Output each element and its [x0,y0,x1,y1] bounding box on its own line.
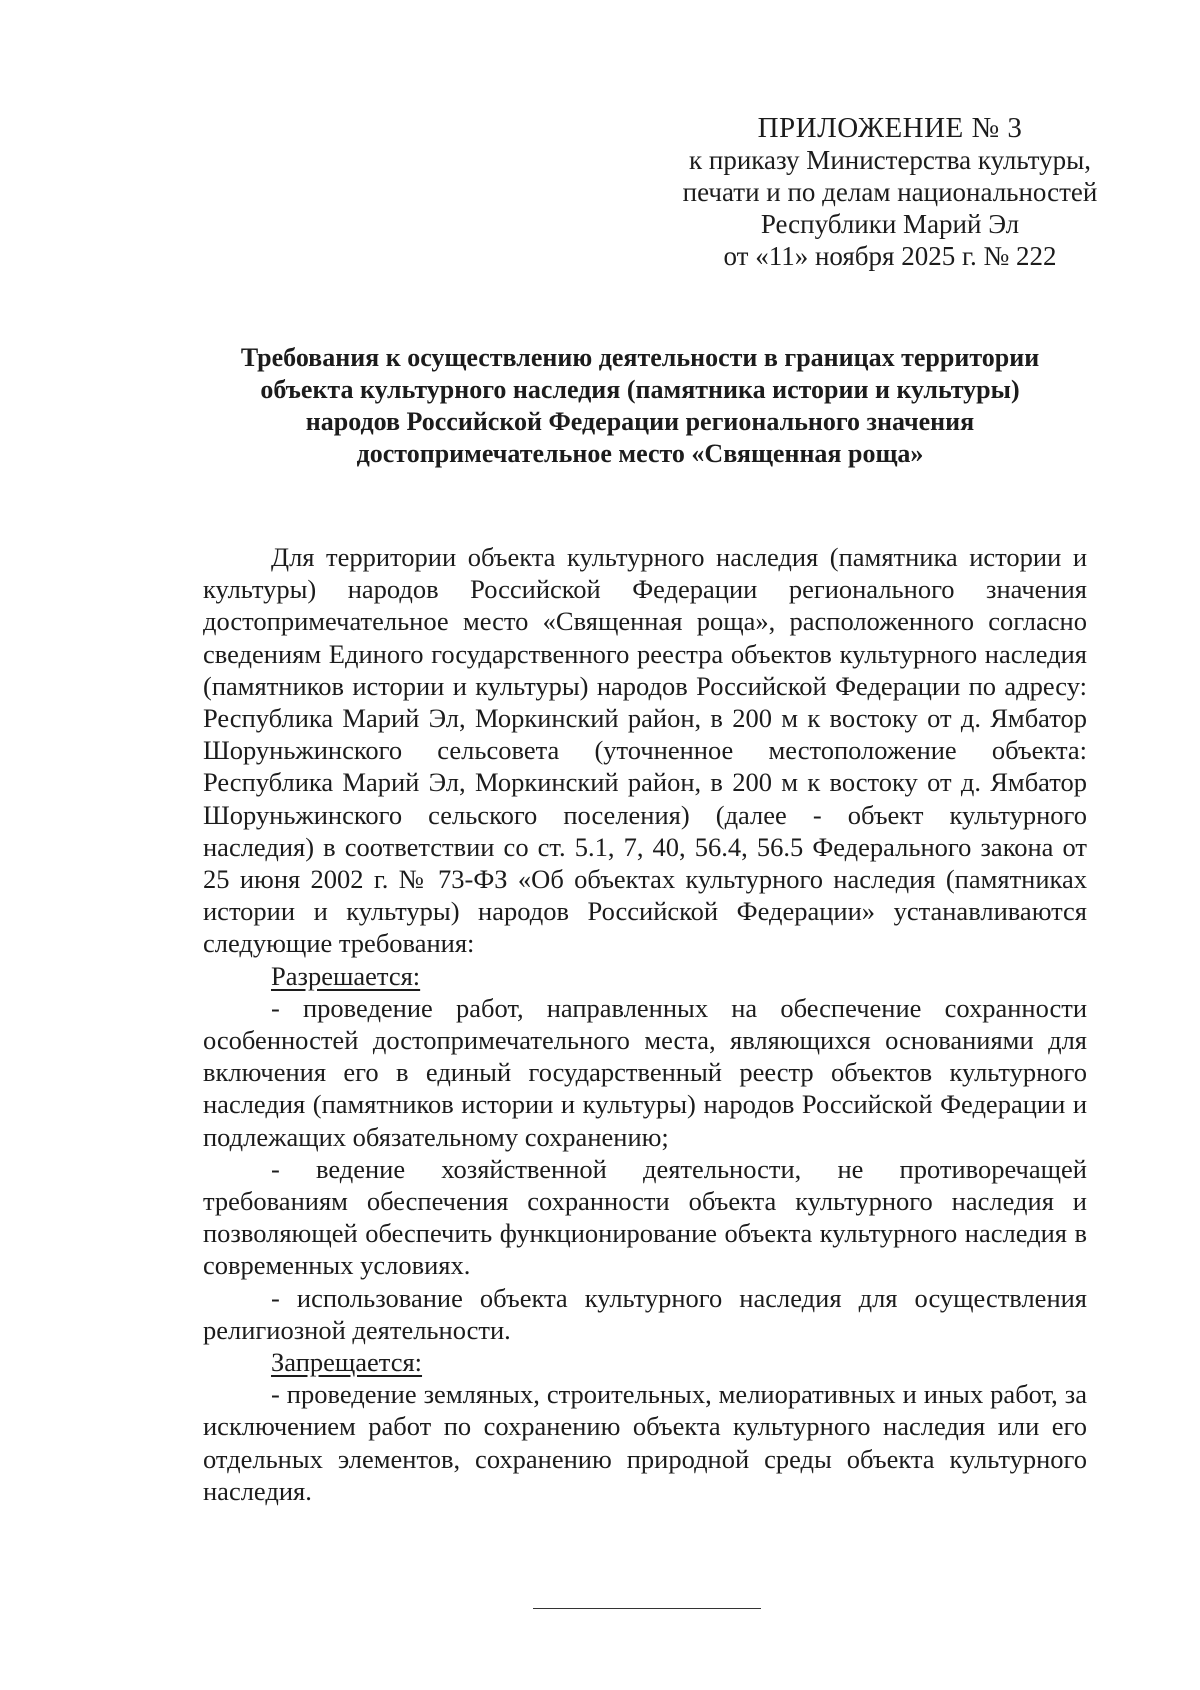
footer-divider [533,1608,761,1609]
allowed-item: - проведение работ, направленных на обеспечение сохранности особенностей достопримечательного места, являющихся основаниями для включения его в единый государственный реестр объектов культурного наследия (памятников истории и культуры) народов Российской Федерации и подлежащих обязательному сохранению; [203,992,1087,1152]
forbidden-item: - проведение земляных, строительных, мелиоративных и иных работ, за исключением работ по сохранению объекта культурного наследия или его отдельных элементов, сохранению природной среды объекта культурного наследия. [203,1379,1087,1506]
appendix-line-ministry: печати и по делам национальностей [682,177,1098,207]
appendix-block [630,112,1150,272]
appendix-line-date: от «11» ноября 2025 г. № 222 [723,241,1057,271]
appendix-line-republic: Республики Марий Эл [760,209,1020,239]
forbidden-heading: Запрещается: [271,1347,423,1378]
document-title [180,342,1100,470]
allowed-item: - использование объекта культурного наследия для осуществления религиозной деятельности. [203,1282,1087,1345]
title-line: объекта культурного наследия (памятника истории и культуры) [260,375,1020,404]
intro-paragraph: Для территории объекта культурного наследия (памятника истории и культуры) народов Российской Федерации регионального значения достопримечательное место «Священная роща», расположенного согласно сведениям Единого государственного реестра объектов культурного наследия (памятников истории и культуры) народов Российской Федерации по адресу: Республика Марий Эл, Моркинский район, в 200 м к востоку от д. Ямбатор Шоруньжинского сельсовета (уточненное местоположение объекта: Республика Марий Эл, Моркинский район, в 200 м к востоку от д. Ямбатор Шоруньжинского сельского поселения) (далее - объект культурного наследия) в соответствии со ст. 5.1, 7, 40, 56.4, 56.5 Федерального закона от 25 июня 2002 г. № 73-ФЗ «Об объектах культурного наследия (памятниках истории и культуры) народов Российской Федерации» устанавливаются следующие требования: [203,542,1087,959]
title-line: Требования к осуществлению деятельности в границах территории [240,343,1040,372]
title-line: народов Российской Федерации регионального значения [305,407,975,436]
appendix-heading: ПРИЛОЖЕНИЕ № 3 [757,112,1023,144]
allowed-heading: Разрешается: [271,960,421,991]
allowed-item: - ведение хозяйственной деятельности, не противоречащей требованиям обеспечения сохранности объекта культурного наследия и позволяющей обеспечить функционирование объекта культурного наследия в современных условиях. [203,1153,1087,1281]
title-line: достопримечательное место «Священная роща» [356,439,924,468]
document-body [203,541,1087,1507]
appendix-line-order: к приказу Министерства культуры, [689,145,1091,175]
